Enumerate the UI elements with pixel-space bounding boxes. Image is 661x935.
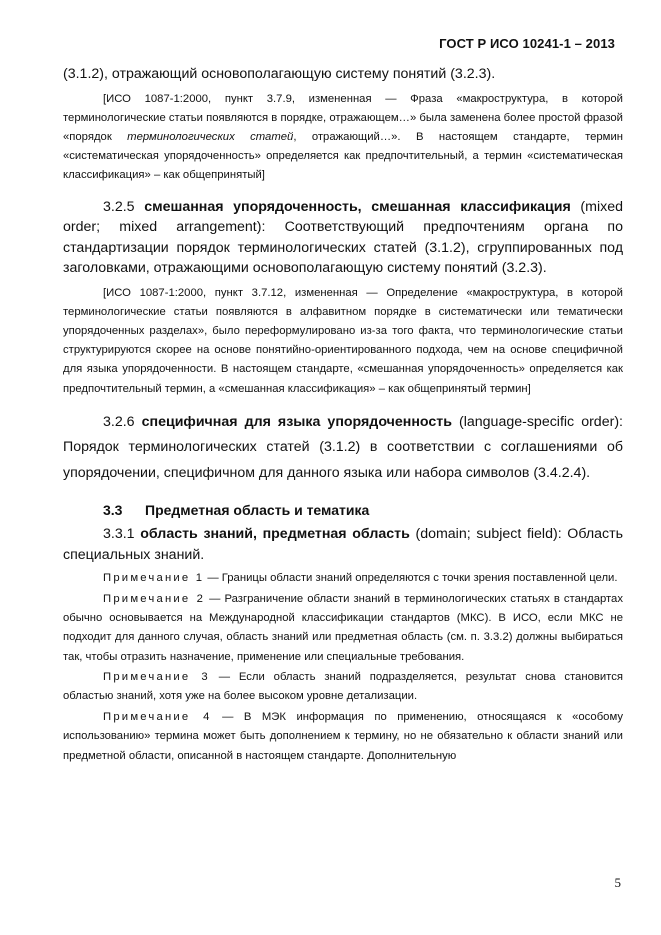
note-text: — Если область знаний подразделяется, результат снова становится областью знаний, хотя уже на более высоком уровне детализации.	[63, 671, 623, 703]
source-note-text: [ИСО 1087-1:2000, пункт 3.7.9, измененная — Фраза «макроструктура, в которой терминологические статьи появляются в порядке, отражающем…» была заменена более простой фразой «порядок	[63, 92, 623, 143]
source-note-italic: терминологических статей	[127, 130, 294, 143]
document-header: ГОСТ Р ИСО 10241-1 – 2013	[439, 36, 615, 51]
term-definition: (language-specific order): Порядок терминологических статей (3.1.2) в соответствии с соглашениями об упорядочении, специфичном для данного языка или набора символов (3.4.2.4).	[63, 413, 623, 481]
section-title: Предметная область и тематика	[145, 502, 370, 519]
note-3	[63, 668, 623, 706]
note-text: — Границы области знаний определяются с точки зрения поставленной цели.	[204, 572, 618, 585]
section-heading-3-3	[63, 500, 623, 520]
source-note-3-7-12: [ИСО 1087-1:2000, пункт 3.7.12, измененная — Определение «макроструктура, в которой терминологические статьи появляются в алфавитном порядке в систематически или тематически упорядоченных разделах», было переформулировано из-за того факта, что терминологические статьи структурируются скорее на основе понятийно-ориентированного подхода, чем на основе специфичной для языка упорядоченности. В настоящем стандарте, «смешанная упорядоченность» определяется как предпочтительный термин, а «смешанная классификация» – как общепринятый термин]	[63, 286, 623, 395]
term-entry-3-3-1	[63, 524, 623, 565]
document-body	[63, 64, 623, 766]
note-2	[63, 590, 623, 667]
source-note-3-7-9	[63, 90, 623, 186]
section-number: 3.3	[103, 502, 123, 519]
term-number: 3.2.5	[103, 198, 135, 215]
paragraph-continuation: (3.1.2), отражающий основополагающую систему понятий (3.2.3).	[63, 66, 496, 82]
term-designation: смешанная упорядоченность, смешанная классификация	[144, 198, 571, 215]
term-entry-3-2-6	[63, 410, 623, 487]
term-number: 3.2.6	[103, 413, 135, 430]
note-label: Примечание 2	[103, 592, 206, 605]
page-number: 5	[614, 875, 621, 890]
term-entry-3-2-5	[63, 197, 623, 279]
note-label: Примечание 4	[103, 711, 212, 724]
note-4	[63, 708, 623, 766]
note-text: — Разграничение области знаний в терминологических статьях в стандартах обычно основывается на Международной классификации стандартов (МКС). В ИСО, если МКС не подходит для данного случая, область знаний или предметная область (см. п. 3.3.2) должны выбираться так, чтобы отразить назначение, применение или специальные требования.	[63, 592, 623, 663]
term-definition: (domain; subject field): Область специальных знаний.	[63, 526, 623, 563]
term-definition: (mixed order; mixed arrangement): Соответствующий предпочтениям органа по стандартизации порядок терминологических статей (3.1.2), сгруппированных под заголовками, отражающими основополагающую систему понятий (3.2.3).	[63, 198, 623, 277]
note-label: Примечание 1	[103, 572, 205, 585]
note-1	[63, 569, 623, 588]
term-number: 3.3.1	[103, 526, 135, 543]
term-designation: область знаний, предметная область	[140, 526, 410, 543]
source-note-text-end: , отражающий…». В настоящем стандарте, термин «систематическая упорядоченность» определяется как предпочтительный, а термин «систематическая классификация» – как общепринятый]	[63, 130, 623, 182]
note-text: — В МЭК информация по применению, относящаяся к «особому использованию» термина может быть дополнением к термину, но не обязательно к области знаний или предметной области, описанной в настоящем стандарте. Дополнительную	[63, 711, 623, 762]
note-label: Примечание 3	[103, 671, 210, 684]
term-designation: специфичная для языка упорядоченность	[141, 413, 452, 430]
